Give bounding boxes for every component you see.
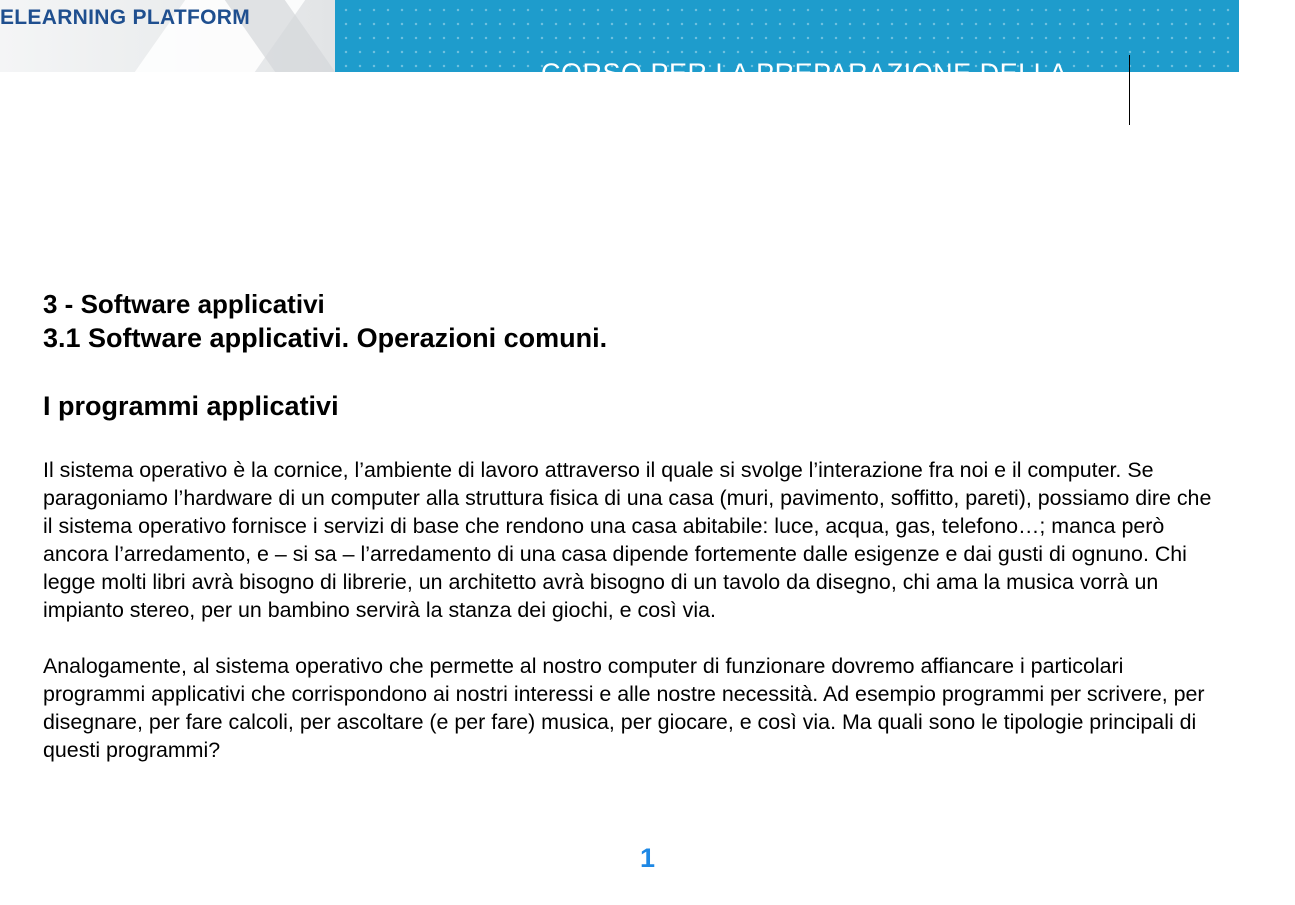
brand-logo-text: ELEARNING PLATFORM bbox=[0, 6, 250, 29]
course-title: CORSO PER LA PREPARAZIONE DELLA bbox=[541, 58, 1068, 88]
body-paragraph: Il sistema operativo è la cornice, l’ambiente di lavoro attraverso il quale si svolge l’interazione fra noi e il computer. Se paragoniamo l’hardware di un computer alla struttura fisica di una casa (muri, pavimento, soffitto, pareti), possiamo dire che il sistema operativo fornisce i servizi di base che rendono una casa abitabile: luce, acqua, gas, telefono…; manca però ancora l’arredamento, e – si sa – l’arredamento di una casa dipende fortemente dalle esigenze e dai gusti di ognuno. Chi legge molti libri avrà bisogno di librerie, un architetto avrà bisogno di un tavolo da disegno, chi ama la musica vorrà un impianto stereo, per un bambino servirà la stanza dei giochi, e così via. bbox=[43, 458, 1212, 622]
section-title: 3 - Software applicativi bbox=[43, 289, 325, 319]
subsection-title: 3.1 Software applicativi. Operazioni comuni. bbox=[43, 323, 608, 353]
header-banner bbox=[335, 0, 1239, 88]
main-content bbox=[43, 287, 1223, 764]
header-logo-area bbox=[0, 0, 335, 72]
page-number: 1 bbox=[639, 843, 656, 873]
vertical-divider bbox=[1129, 55, 1130, 125]
topic-title: I programmi applicativi bbox=[43, 391, 339, 421]
body-paragraph: Analogamente, al sistema operativo che permette al nostro computer di funzionare dovremo affiancare i particolari programmi applicativi che corrispondono ai nostri interessi e alle nostre necessità. Ad esempio programmi per scrivere, per disegnare, per fare calcoli, per ascoltare (e per fare) musica, per giocare, e così via. Ma quali sono le tipologie principali di questi programmi? bbox=[43, 654, 1205, 762]
